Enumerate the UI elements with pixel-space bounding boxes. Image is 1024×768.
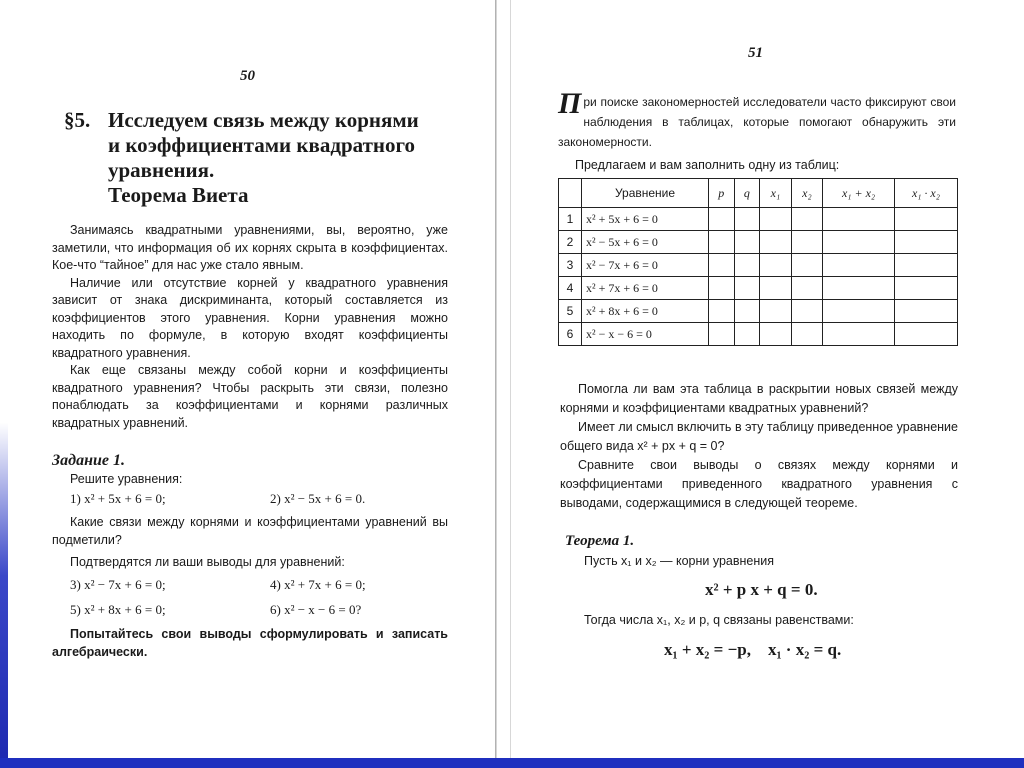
empty-cell (760, 254, 792, 277)
empty-cell (823, 208, 895, 231)
empty-cell (894, 277, 957, 300)
table-header-p: p (709, 179, 735, 208)
row-equation: x² + 8x + 6 = 0 (582, 300, 709, 323)
empty-cell (823, 323, 895, 346)
empty-cell (791, 300, 823, 323)
left-paragraph-1: Занимаясь квадратными уравнениями, вы, вероятно, уже заметили, что информация об их корнях скрыта в коэффициентах. Кое-что “тайное” для нас уже стало явным. (52, 223, 448, 272)
empty-cell (894, 208, 957, 231)
empty-cell (709, 254, 735, 277)
section-heading (64, 108, 484, 208)
empty-cell (709, 323, 735, 346)
page-number-right: 51 (748, 45, 763, 61)
row-equation: x² − x − 6 = 0 (582, 323, 709, 346)
closing-block (52, 626, 448, 661)
empty-cell (709, 208, 735, 231)
row-number: 3 (559, 254, 582, 277)
question-1: Какие связи между корнями и коэффициентами уравнений вы подметили? (52, 515, 448, 547)
heading-line-1: Исследуем связь между корнями (108, 108, 419, 132)
empty-cell (709, 231, 735, 254)
task-prompt: Решите уравнения: (70, 472, 183, 486)
table-header-x2: x₂ (791, 179, 823, 208)
vieta-formulas: x₁ + x₂ = −p, x₁ · x₂ = q. (664, 640, 842, 659)
table-row (559, 254, 958, 277)
row-number: 6 (559, 323, 582, 346)
theorem-conclusion-intro: Тогда числа x₁, x₂ и p, q связаны равенствами: (584, 613, 854, 627)
empty-cell (760, 300, 792, 323)
equation-1: 1) x² + 5x + 6 = 0; (70, 491, 166, 506)
equation-4: 4) x² + 7x + 6 = 0; (270, 577, 366, 592)
row-equation: x² + 7x + 6 = 0 (582, 277, 709, 300)
table-row (559, 323, 958, 346)
row-equation: x² + 5x + 6 = 0 (582, 208, 709, 231)
page-number-left: 50 (240, 68, 255, 84)
book-spine-shadow (495, 0, 497, 758)
right-body-text (560, 380, 958, 513)
empty-cell (760, 277, 792, 300)
empty-cell (709, 277, 735, 300)
table-header-sum: x₁ + x₂ (823, 179, 895, 208)
left-body-text (52, 222, 448, 432)
row-equation: x² − 5x + 6 = 0 (582, 231, 709, 254)
table-row (559, 277, 958, 300)
left-paragraph-2: Наличие или отсутствие корней у квадратного уравнения зависит от знака дискриминанта, который составляется из коэффициентов этого уравнения. Корни уравнения можно находить по формуле, в которую входят коэффициенты квадратного уравнения. (52, 275, 448, 360)
table-row (559, 231, 958, 254)
book-spine-line (510, 0, 511, 758)
empty-cell (894, 231, 957, 254)
right-intro-paragraph (558, 87, 956, 152)
empty-cell (760, 231, 792, 254)
table-row (559, 208, 958, 231)
empty-cell (734, 300, 760, 323)
empty-cell (823, 254, 895, 277)
empty-cell (791, 254, 823, 277)
table-header-num (559, 179, 582, 208)
question-2: Подтвердятся ли ваши выводы для уравнений: (70, 555, 345, 569)
empty-cell (791, 208, 823, 231)
row-number: 1 (559, 208, 582, 231)
section-number: §5. (64, 108, 91, 132)
empty-cell (791, 323, 823, 346)
table-prompt: Предлагаем и вам заполнить одну из таблиц: (575, 158, 840, 172)
table-header-q: q (734, 179, 760, 208)
table-row (559, 300, 958, 323)
empty-cell (894, 323, 957, 346)
right-paragraph-1: Помогла ли вам эта таблица в раскрытии новых связей между корнями и коэффициентами квадратных уравнений? (560, 382, 958, 415)
row-number: 4 (559, 277, 582, 300)
theorem-premise: Пусть x₁ и x₂ — корни уравнения (584, 554, 775, 568)
empty-cell (823, 277, 895, 300)
table-header-row (559, 179, 958, 208)
empty-cell (823, 231, 895, 254)
heading-line-4: Теорема Виета (108, 183, 249, 207)
equation-2: 2) x² − 5x + 6 = 0. (270, 491, 366, 506)
row-number: 5 (559, 300, 582, 323)
empty-cell (734, 323, 760, 346)
equation-5: 5) x² + 8x + 6 = 0; (70, 602, 166, 617)
empty-cell (734, 254, 760, 277)
empty-cell (734, 208, 760, 231)
question-1-block (52, 514, 448, 549)
empty-cell (791, 277, 823, 300)
empty-cell (734, 231, 760, 254)
slide-left-gradient-bar (0, 0, 8, 768)
row-equation: x² − 7x + 6 = 0 (582, 254, 709, 277)
empty-cell (734, 277, 760, 300)
heading-line-3: уравнения. (108, 158, 215, 182)
theorem-title: Теорема 1. (565, 533, 635, 549)
equation-3: 3) x² − 7x + 6 = 0; (70, 577, 166, 592)
empty-cell (760, 208, 792, 231)
intro-text: ри поиске закономерностей исследователи часто фиксируют свои наблюдения в таблицах, которые помогают обнаружить эти закономерности. (558, 95, 956, 149)
table-header-x1: x₁ (760, 179, 792, 208)
closing-text: Попытайтесь свои выводы сформулировать и записать алгебраически. (52, 627, 448, 659)
observation-table (558, 178, 958, 346)
empty-cell (760, 323, 792, 346)
table-header-equation: Уравнение (582, 179, 709, 208)
empty-cell (709, 300, 735, 323)
empty-cell (894, 300, 957, 323)
task-title: Задание 1. (52, 452, 125, 469)
empty-cell (894, 254, 957, 277)
slide-bottom-bar (0, 758, 1024, 768)
equation-6: 6) x² − x − 6 = 0? (270, 602, 362, 617)
table-header-product: x₁ · x₂ (894, 179, 957, 208)
heading-line-2: и коэффициентами квадратного (108, 133, 416, 157)
dropcap-letter: П (558, 87, 582, 120)
right-paragraph-3: Сравните свои выводы о связях между корнями и коэффициентами приведенного квадратного уравнения с выводами, содержащимися в следующей теореме. (560, 458, 958, 510)
row-number: 2 (559, 231, 582, 254)
empty-cell (823, 300, 895, 323)
right-paragraph-2: Имеет ли смысл включить в эту таблицу приведенное уравнение общего вида x² + px + q = 0? (560, 420, 958, 453)
empty-cell (791, 231, 823, 254)
left-paragraph-3: Как еще связаны между собой корни и коэффициенты квадратного уравнения? Чтобы раскрыть эти связи, полезно понаблюдать за коэффициентами и корнями различных квадратных уравнений. (52, 363, 448, 430)
theorem-equation: x² + p x + q = 0. (705, 580, 818, 599)
